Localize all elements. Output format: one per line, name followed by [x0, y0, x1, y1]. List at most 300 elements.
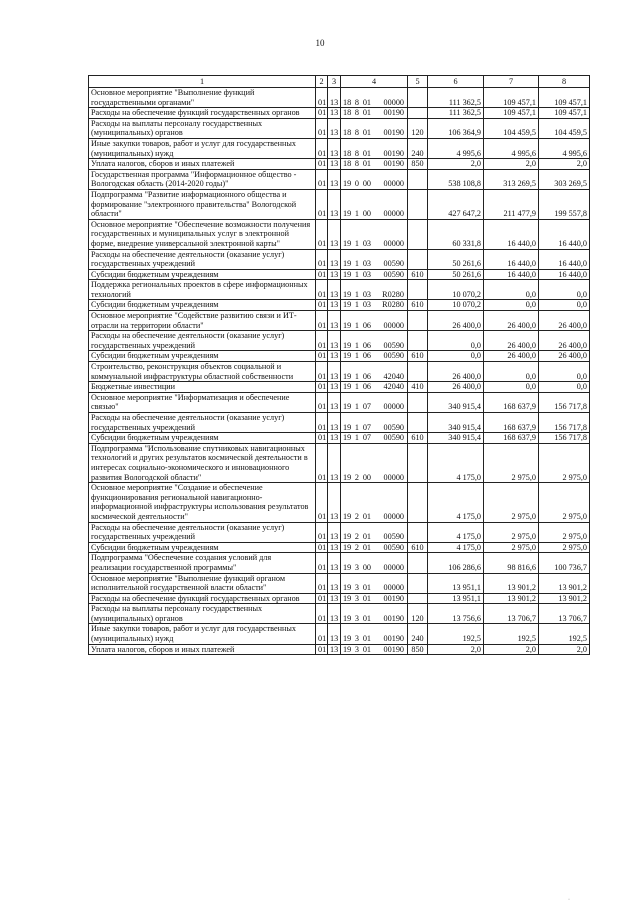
column-header: 6	[428, 76, 484, 88]
target-article-code	[341, 249, 408, 269]
target-article-part: 1	[354, 269, 359, 279]
section-code: 01	[316, 118, 328, 138]
target-article-part: 3	[354, 562, 359, 572]
target-article-part: 00590	[383, 259, 404, 269]
subsection-code: 13	[328, 593, 341, 604]
amount-col7: 2 975,0	[484, 443, 539, 482]
amount-col7: 2 975,0	[484, 542, 539, 553]
target-article-part: 07	[362, 402, 371, 412]
target-article-part: 00000	[383, 238, 404, 248]
amount-col6: 4 175,0	[428, 522, 484, 542]
amount-col7: 26 400,0	[484, 331, 539, 351]
expense-type-code	[408, 311, 428, 331]
section-code: 01	[316, 593, 328, 604]
column-header: 1	[89, 76, 316, 88]
amount-col8: 156 717,8	[539, 413, 590, 433]
table-row	[89, 644, 590, 655]
table-row	[89, 88, 590, 108]
amount-col6: 192,5	[428, 624, 484, 644]
target-article-part: 00	[362, 562, 371, 572]
section-code: 01	[316, 443, 328, 482]
table-row	[89, 311, 590, 331]
target-article-code	[341, 138, 408, 158]
row-name: Строительство, реконструкция объектов социальной и коммунальной инфраструктуры областной собственности	[89, 362, 316, 382]
amount-col7: 0,0	[484, 300, 539, 311]
target-article-part: 19	[343, 269, 352, 279]
target-article-part: 19	[343, 593, 352, 603]
target-article-code	[341, 169, 408, 189]
target-article-part: 1	[354, 351, 359, 361]
amount-col8: 0,0	[539, 300, 590, 311]
amount-col6: 26 400,0	[428, 362, 484, 382]
row-name: Расходы на выплаты персоналу государственных (муниципальных) органов	[89, 118, 316, 138]
amount-col7: 16 440,0	[484, 219, 539, 249]
target-article-part: 19	[343, 238, 352, 248]
expense-type-code	[408, 362, 428, 382]
subsection-code: 13	[328, 169, 341, 189]
target-article-part: 00000	[383, 583, 404, 593]
target-article-part: 00000	[383, 179, 404, 189]
column-header: 4	[341, 76, 408, 88]
subsection-code: 13	[328, 624, 341, 644]
amount-col8: 2 975,0	[539, 443, 590, 482]
amount-col7: 98 816,6	[484, 553, 539, 573]
table-row	[89, 219, 590, 249]
expense-type-code	[408, 108, 428, 119]
expense-type-code	[408, 413, 428, 433]
target-article-part: 01	[362, 97, 371, 107]
amount-col8: 2,0	[539, 159, 590, 170]
amount-col7: 168 637,9	[484, 433, 539, 444]
target-article-part: 06	[362, 340, 371, 350]
table-row	[89, 108, 590, 119]
amount-col8: 26 400,0	[539, 311, 590, 331]
target-article-part: 1	[354, 340, 359, 350]
amount-col6: 340 915,4	[428, 392, 484, 412]
target-article-part: 00190	[383, 128, 404, 138]
target-article-part: 1	[354, 289, 359, 299]
target-article-code	[341, 159, 408, 170]
expense-type-code	[408, 331, 428, 351]
expense-type-code	[408, 483, 428, 522]
row-name: Расходы на обеспечение функций государственных органов	[89, 108, 316, 119]
table-header-row	[89, 76, 590, 88]
subsection-code: 13	[328, 280, 341, 300]
expense-type-code: 850	[408, 644, 428, 655]
column-header: 5	[408, 76, 428, 88]
target-article-part: 01	[362, 128, 371, 138]
amount-col6: 427 647,2	[428, 189, 484, 219]
expense-type-code	[408, 553, 428, 573]
subsection-code: 13	[328, 88, 341, 108]
section-code: 01	[316, 624, 328, 644]
row-name: Основное мероприятие "Выполнение функций органом исполнительной государственной власти области"	[89, 573, 316, 593]
target-article-code	[341, 433, 408, 444]
target-article-code	[341, 593, 408, 604]
target-article-part: 19	[343, 209, 352, 219]
row-name: Расходы на обеспечение деятельности (оказание услуг) государственных учреждений	[89, 331, 316, 351]
target-article-part: 3	[354, 644, 359, 654]
target-article-part: R0280	[382, 300, 404, 310]
target-article-code	[341, 382, 408, 393]
target-article-part: 03	[362, 259, 371, 269]
target-article-part: 06	[362, 351, 371, 361]
target-article-part: 01	[362, 583, 371, 593]
section-code: 01	[316, 382, 328, 393]
amount-col6: 0,0	[428, 331, 484, 351]
target-article-part: 07	[362, 433, 371, 443]
target-article-part: 8	[354, 108, 359, 118]
subsection-code: 13	[328, 382, 341, 393]
amount-col8: 16 440,0	[539, 249, 590, 269]
expense-type-code: 410	[408, 382, 428, 393]
target-article-part: 19	[343, 472, 352, 482]
column-header: 3	[328, 76, 341, 88]
row-name: Основное мероприятие "Содействие развитию связи и ИТ-отрасли на территории области"	[89, 311, 316, 331]
amount-col8: 13 901,2	[539, 593, 590, 604]
target-article-part: 3	[354, 634, 359, 644]
amount-col6: 111 362,5	[428, 108, 484, 119]
section-code: 01	[316, 413, 328, 433]
amount-col7: 13 901,2	[484, 593, 539, 604]
section-code: 01	[316, 604, 328, 624]
target-article-part: 00	[362, 179, 371, 189]
amount-col8: 104 459,5	[539, 118, 590, 138]
target-article-part: 00190	[383, 613, 404, 623]
target-article-part: 19	[343, 562, 352, 572]
amount-col7: 0,0	[484, 280, 539, 300]
amount-col6: 111 362,5	[428, 88, 484, 108]
subsection-code: 13	[328, 644, 341, 655]
amount-col8: 109 457,1	[539, 108, 590, 119]
table-body	[89, 88, 590, 655]
subsection-code: 13	[328, 300, 341, 311]
section-code: 01	[316, 331, 328, 351]
target-article-part: 1	[354, 371, 359, 381]
target-article-part: 03	[362, 289, 371, 299]
row-name: Подпрограмма "Использование спутниковых навигационных технологий и других результатов космической деятельности в интересах социально-экономического и инновационного развития Вологодской области"	[89, 443, 316, 482]
row-name: Основное мероприятие "Выполнение функций государственными органами"	[89, 88, 316, 108]
amount-col8: 16 440,0	[539, 219, 590, 249]
target-article-part: 01	[362, 532, 371, 542]
expense-type-code: 610	[408, 300, 428, 311]
amount-col7: 109 457,1	[484, 88, 539, 108]
target-article-part: 42040	[383, 382, 404, 392]
page-number: 10	[315, 38, 325, 48]
amount-col6: 4 175,0	[428, 483, 484, 522]
section-code: 01	[316, 573, 328, 593]
row-name: Расходы на обеспечение деятельности (оказание услуг) государственных учреждений	[89, 522, 316, 542]
section-code: 01	[316, 108, 328, 119]
target-article-part: 42040	[383, 371, 404, 381]
row-name: Субсидии бюджетным учреждениям	[89, 542, 316, 553]
target-article-part: 18	[343, 108, 352, 118]
section-code: 01	[316, 522, 328, 542]
amount-col6: 2,0	[428, 159, 484, 170]
row-name: Расходы на обеспечение деятельности (оказание услуг) государственных учреждений	[89, 249, 316, 269]
target-article-part: 19	[343, 340, 352, 350]
target-article-part: 19	[343, 382, 352, 392]
amount-col8: 0,0	[539, 382, 590, 393]
target-article-part: 00190	[383, 148, 404, 158]
target-article-part: 3	[354, 593, 359, 603]
expense-type-code	[408, 392, 428, 412]
scan-mark: ·	[568, 897, 570, 903]
target-article-part: 01	[362, 593, 371, 603]
subsection-code: 13	[328, 219, 341, 249]
row-name: Подпрограмма "Обеспечение создания условий для реализации государственной программы"	[89, 553, 316, 573]
expense-type-code	[408, 443, 428, 482]
section-code: 01	[316, 311, 328, 331]
subsection-code: 13	[328, 553, 341, 573]
table-row	[89, 159, 590, 170]
expense-type-code	[408, 169, 428, 189]
target-article-code	[341, 269, 408, 280]
amount-col6: 10 070,2	[428, 300, 484, 311]
table-row	[89, 443, 590, 482]
row-name: Субсидии бюджетным учреждениям	[89, 351, 316, 362]
row-name: Субсидии бюджетным учреждениям	[89, 269, 316, 280]
target-article-part: 2	[354, 511, 359, 521]
target-article-part: 01	[362, 613, 371, 623]
subsection-code: 13	[328, 269, 341, 280]
amount-col6: 26 400,0	[428, 382, 484, 393]
target-article-part: 3	[354, 613, 359, 623]
amount-col7: 13 706,7	[484, 604, 539, 624]
target-article-part: 3	[354, 583, 359, 593]
amount-col6: 4 995,6	[428, 138, 484, 158]
target-article-part: 2	[354, 532, 359, 542]
table-row	[89, 413, 590, 433]
expense-type-code	[408, 573, 428, 593]
table-row	[89, 118, 590, 138]
amount-col7: 16 440,0	[484, 269, 539, 280]
amount-col6: 340 915,4	[428, 433, 484, 444]
table-row	[89, 483, 590, 522]
section-code: 01	[316, 249, 328, 269]
target-article-part: 19	[343, 179, 352, 189]
target-article-part: 19	[343, 583, 352, 593]
row-name: Основное мероприятие "Обеспечение возможности получения государственных и муниципальных услуг в электронной форме, внедрение универсальной электронной карты"	[89, 219, 316, 249]
target-article-part: 03	[362, 300, 371, 310]
amount-col7: 16 440,0	[484, 249, 539, 269]
target-article-part: 00000	[383, 472, 404, 482]
amount-col6: 4 175,0	[428, 443, 484, 482]
table-row	[89, 351, 590, 362]
column-header: 7	[484, 76, 539, 88]
subsection-code: 13	[328, 573, 341, 593]
target-article-part: 8	[354, 159, 359, 169]
subsection-code: 13	[328, 138, 341, 158]
expense-type-code: 120	[408, 604, 428, 624]
amount-col7: 313 269,5	[484, 169, 539, 189]
target-article-part: 19	[343, 542, 352, 552]
target-article-code	[341, 542, 408, 553]
expense-type-code	[408, 280, 428, 300]
amount-col6: 60 331,8	[428, 219, 484, 249]
target-article-part: 00190	[383, 644, 404, 654]
row-name: Уплата налогов, сборов и иных платежей	[89, 159, 316, 170]
target-article-part: 1	[354, 209, 359, 219]
amount-col7: 2 975,0	[484, 522, 539, 542]
target-article-part: 1	[354, 238, 359, 248]
amount-col8: 0,0	[539, 280, 590, 300]
row-name: Субсидии бюджетным учреждениям	[89, 300, 316, 311]
subsection-code: 13	[328, 189, 341, 219]
table-row	[89, 189, 590, 219]
amount-col8: 303 269,5	[539, 169, 590, 189]
target-article-part: 8	[354, 148, 359, 158]
table-row	[89, 522, 590, 542]
amount-col7: 168 637,9	[484, 392, 539, 412]
target-article-code	[341, 118, 408, 138]
expense-type-code: 610	[408, 542, 428, 553]
subsection-code: 13	[328, 433, 341, 444]
expense-type-code	[408, 249, 428, 269]
target-article-code	[341, 624, 408, 644]
amount-col6: 340 915,4	[428, 413, 484, 433]
table-row	[89, 362, 590, 382]
amount-col6: 4 175,0	[428, 542, 484, 553]
amount-col7: 168 637,9	[484, 413, 539, 433]
section-code: 01	[316, 553, 328, 573]
table-row	[89, 249, 590, 269]
target-article-part: 19	[343, 320, 352, 330]
section-code: 01	[316, 88, 328, 108]
section-code: 01	[316, 644, 328, 655]
target-article-code	[341, 88, 408, 108]
target-article-code	[341, 443, 408, 482]
section-code: 01	[316, 169, 328, 189]
amount-col8: 2 975,0	[539, 542, 590, 553]
table-row	[89, 382, 590, 393]
subsection-code: 13	[328, 118, 341, 138]
row-name: Основное мероприятие "Информатизация и обеспечение связью"	[89, 392, 316, 412]
target-article-code	[341, 219, 408, 249]
subsection-code: 13	[328, 392, 341, 412]
target-article-part: 0	[354, 179, 359, 189]
target-article-part: 00590	[383, 433, 404, 443]
row-name: Уплата налогов, сборов и иных платежей	[89, 644, 316, 655]
target-article-code	[341, 392, 408, 412]
target-article-part: 19	[343, 644, 352, 654]
table-row	[89, 542, 590, 553]
section-code: 01	[316, 542, 328, 553]
target-article-part: R0280	[382, 289, 404, 299]
section-code: 01	[316, 362, 328, 382]
amount-col7: 2 975,0	[484, 483, 539, 522]
target-article-code	[341, 553, 408, 573]
table-row	[89, 624, 590, 644]
subsection-code: 13	[328, 522, 341, 542]
target-article-code	[341, 483, 408, 522]
subsection-code: 13	[328, 351, 341, 362]
target-article-part: 18	[343, 159, 352, 169]
target-article-part: 19	[343, 422, 352, 432]
expense-type-code	[408, 189, 428, 219]
amount-col8: 4 995,6	[539, 138, 590, 158]
amount-col8: 2,0	[539, 644, 590, 655]
amount-col6: 10 070,2	[428, 280, 484, 300]
target-article-part: 00190	[383, 108, 404, 118]
amount-col8: 26 400,0	[539, 331, 590, 351]
row-name: Поддержка региональных проектов в сфере информационных технологий	[89, 280, 316, 300]
expense-type-code: 610	[408, 433, 428, 444]
expense-type-code: 240	[408, 624, 428, 644]
subsection-code: 13	[328, 604, 341, 624]
target-article-part: 8	[354, 128, 359, 138]
expense-type-code: 240	[408, 138, 428, 158]
target-article-part: 00590	[383, 340, 404, 350]
target-article-code	[341, 311, 408, 331]
table-row	[89, 331, 590, 351]
subsection-code: 13	[328, 249, 341, 269]
target-article-part: 00000	[383, 97, 404, 107]
target-article-part: 00190	[383, 159, 404, 169]
target-article-part: 19	[343, 371, 352, 381]
target-article-code	[341, 331, 408, 351]
target-article-part: 00590	[383, 422, 404, 432]
target-article-part: 00590	[383, 532, 404, 542]
target-article-part: 19	[343, 259, 352, 269]
target-article-part: 00000	[383, 209, 404, 219]
target-article-part: 19	[343, 300, 352, 310]
table-row	[89, 280, 590, 300]
row-name: Бюджетные инвестиции	[89, 382, 316, 393]
subsection-code: 13	[328, 483, 341, 522]
target-article-code	[341, 351, 408, 362]
row-name: Подпрограмма "Развитие информационного общества и формирование "электронного правительства" Вологодской области"	[89, 189, 316, 219]
section-code: 01	[316, 483, 328, 522]
amount-col8: 13 706,7	[539, 604, 590, 624]
target-article-code	[341, 604, 408, 624]
section-code: 01	[316, 189, 328, 219]
amount-col7: 2,0	[484, 644, 539, 655]
target-article-part: 19	[343, 613, 352, 623]
amount-col8: 192,5	[539, 624, 590, 644]
table-row	[89, 392, 590, 412]
amount-col6: 2,0	[428, 644, 484, 655]
target-article-part: 19	[343, 532, 352, 542]
target-article-part: 19	[343, 634, 352, 644]
target-article-part: 18	[343, 97, 352, 107]
target-article-part: 1	[354, 382, 359, 392]
subsection-code: 13	[328, 331, 341, 351]
target-article-code	[341, 522, 408, 542]
row-name: Расходы на обеспечение деятельности (оказание услуг) государственных учреждений	[89, 413, 316, 433]
target-article-part: 01	[362, 644, 371, 654]
target-article-part: 1	[354, 320, 359, 330]
target-article-code	[341, 280, 408, 300]
row-name: Расходы на выплаты персоналу государственных (муниципальных) органов	[89, 604, 316, 624]
row-name: Иные закупки товаров, работ и услуг для государственных (муниципальных) нужд	[89, 138, 316, 158]
subsection-code: 13	[328, 159, 341, 170]
target-article-part: 00	[362, 209, 371, 219]
amount-col7: 26 400,0	[484, 311, 539, 331]
amount-col8: 13 901,2	[539, 573, 590, 593]
target-article-code	[341, 108, 408, 119]
budget-table	[88, 75, 590, 655]
target-article-part: 1	[354, 402, 359, 412]
target-article-code	[341, 300, 408, 311]
amount-col7: 4 995,6	[484, 138, 539, 158]
section-code: 01	[316, 392, 328, 412]
target-article-part: 1	[354, 422, 359, 432]
row-name: Субсидии бюджетным учреждениям	[89, 433, 316, 444]
amount-col6: 106 286,6	[428, 553, 484, 573]
amount-col8: 26 400,0	[539, 351, 590, 362]
target-article-part: 8	[354, 97, 359, 107]
